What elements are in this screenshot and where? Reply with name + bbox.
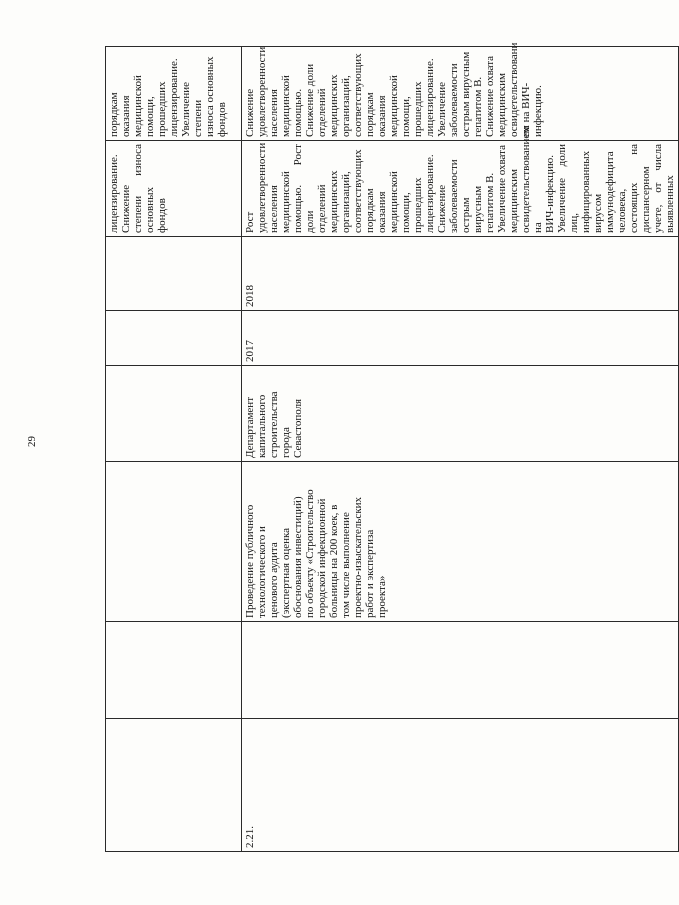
event-cell	[106, 462, 242, 622]
results-cell: Снижение удовлетворенности населения медицинской помощью. Снижение доли отделений медицинских организаций, соответствующих порядкам оказания медицинской помощи, прошедших лицензирование. Увеличение заболеваемости острым вирусным гепатитом В. Снижение охвата медицинским освидетельствовани ем на ВИЧ- инфекцию.	[242, 47, 679, 141]
program-measures-table	[105, 42, 679, 852]
empty-cell	[242, 622, 679, 719]
row-number-cell	[106, 719, 242, 852]
row-number-cell: 2.21.	[242, 719, 679, 852]
indicators-cell: лицензирование. Снижение степени износа основных фондов	[106, 141, 242, 237]
event-cell: Проведение публичного технологического и ценового аудита (экспертная оценка обоснования инвестиций) по объекту «Строительство городской инфекционной больницы на 200 коек, в том числе выполнение проектно-изыскательских работ и экспертиза проекта»	[242, 462, 679, 622]
year-to-cell: 2018	[242, 237, 679, 311]
results-cell: порядкам оказания медицинской помощи, прошедших лицензирование. Увеличение степени износа основных фондов	[106, 47, 242, 141]
year-from-cell	[106, 311, 242, 366]
executor-cell: Департамент капитального строительства города Севастополя	[242, 366, 679, 462]
year-to-cell	[106, 237, 242, 311]
table-row	[106, 47, 242, 852]
page-number: 29	[26, 436, 38, 447]
executor-cell	[106, 366, 242, 462]
table-row	[242, 47, 679, 852]
empty-cell	[106, 622, 242, 719]
indicators-cell: Рост удовлетворенности населения медицинской помощью. Рост доли отделений медицинских организаций, соответствующих порядкам оказания медицинской помощи, прошедших лицензирование. Снижение заболеваемости острым вирусным гепатитом В. Увеличение охвата медицинским освидетельствованием на ВИЧ-инфекцию. Увеличение доли лиц, инфицированных вирусом иммунодефицита человека, состоящих на диспансерном учете, от числа выявленных	[242, 141, 679, 237]
document-table-container	[105, 42, 676, 852]
year-from-cell: 2017	[242, 311, 679, 366]
